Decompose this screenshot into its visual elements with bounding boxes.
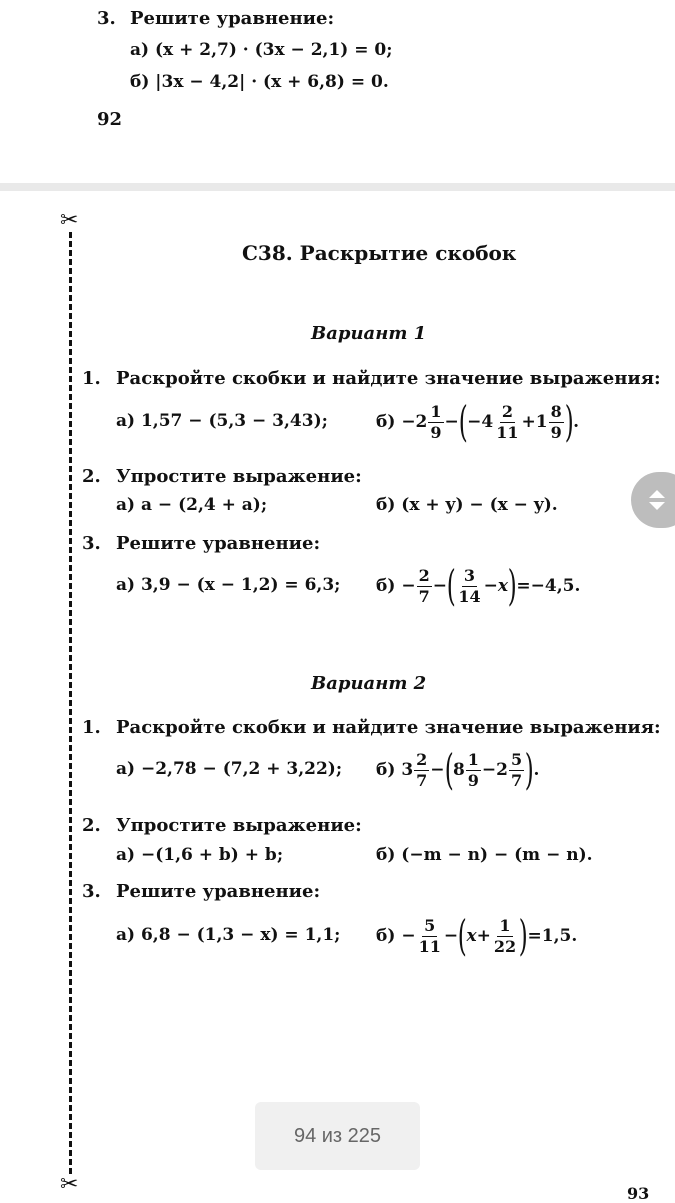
v1-task2-item-b: б) (x + y) − (x − y).	[376, 495, 558, 515]
v1-task3-item-a: а) 3,9 − (x − 1,2) = 6,3;	[116, 575, 341, 595]
fraction: $\frac{1}{9}$	[430, 401, 442, 442]
v2-task1-item-a: а) −2,78 − (7,2 + 3,22);	[116, 759, 343, 779]
fraction: $\frac{2}{7}$	[416, 749, 428, 790]
fraction: $\frac{5}{11}$	[418, 915, 441, 956]
v1-task2-item-a: а) a − (2,4 + a);	[116, 495, 268, 515]
section-title: С38. Раскрытие скобок	[242, 241, 517, 265]
v2-task3-item-a: а) 6,8 − (1,3 − x) = 1,1;	[116, 925, 341, 945]
current-page-number: 93	[627, 1184, 650, 1203]
v1-task1-item-a: а) 1,57 − (5,3 − 3,43);	[116, 411, 328, 431]
fraction: $\frac{5}{7}$	[511, 749, 523, 790]
page-counter: 94 из 225	[255, 1102, 420, 1170]
scissors-top-icon: ✂	[60, 208, 79, 233]
v1-task1-title: Раскройте скобки и найдите значение выражения:	[116, 368, 661, 389]
scroll-down-arrow-icon	[649, 502, 665, 510]
prev-item-a: а) (x + 2,7) · (3x − 2,1) = 0;	[130, 40, 393, 60]
fraction: $\frac{8}{9}$	[550, 401, 562, 442]
fraction: $\frac{1}{22}$	[493, 915, 517, 956]
variant1-heading: Вариант 1	[311, 323, 427, 344]
v2-task3-number: 3.	[82, 881, 101, 902]
v1-task3-number: 3.	[82, 533, 101, 554]
v2-task2-item-a: а) −(1,6 + b) + b;	[116, 845, 284, 865]
previous-page	[0, 0, 675, 183]
fraction: $\frac{1}{9}$	[467, 749, 479, 790]
v2-task3-title: Решите уравнение:	[116, 881, 321, 902]
v2-task3-item-b: б) − $\frac{5}{11}$ − ( x+ $\frac{1}{22}$ ) =1,5.	[376, 911, 578, 960]
v2-task1-title: Раскройте скобки и найдите значение выражения:	[116, 717, 661, 738]
v2-task1-number: 1.	[82, 717, 101, 738]
prev-item-b: б) |3x − 4,2| · (x + 6,8) = 0.	[130, 72, 389, 92]
scissors-bottom-icon: ✂	[60, 1172, 79, 1197]
prev-task-title: Решите уравнение:	[130, 8, 335, 29]
fraction: $\frac{3}{14}$	[458, 565, 481, 606]
v1-task1-number: 1.	[82, 368, 101, 389]
v1-task1-item-b: б) −2 $\frac{1}{9}$ − ( −4 $\frac{2}{11}$ +1 $\frac{8}{9}$ ) .	[376, 397, 580, 446]
v2-task2-item-b: б) (−m − n) − (m − n).	[376, 845, 593, 865]
v1-task3-item-b: б) − $\frac{2}{7}$ − ( $\frac{3}{14}$ −x ) =−4,5.	[376, 561, 581, 610]
variant2-heading: Вариант 2	[311, 673, 427, 694]
prev-page-number: 92	[97, 109, 123, 130]
cut-line	[69, 232, 72, 1174]
v1-task3-title: Решите уравнение:	[116, 533, 321, 554]
fraction: $\frac{2}{7}$	[418, 565, 430, 606]
v2-task1-item-b: б) 3 $\frac{2}{7}$ − ( 8 $\frac{1}{9}$ −2 $\frac{5}{7}$ ) .	[376, 745, 540, 794]
scroll-up-arrow-icon	[649, 490, 665, 498]
v1-task2-title: Упростите выражение:	[116, 466, 362, 487]
v1-task2-number: 2.	[82, 466, 101, 487]
prev-task-number: 3.	[97, 8, 116, 29]
fraction: $\frac{2}{11}$	[496, 401, 519, 442]
v2-task2-title: Упростите выражение:	[116, 815, 362, 836]
page-separator	[0, 183, 675, 191]
v2-task2-number: 2.	[82, 815, 101, 836]
